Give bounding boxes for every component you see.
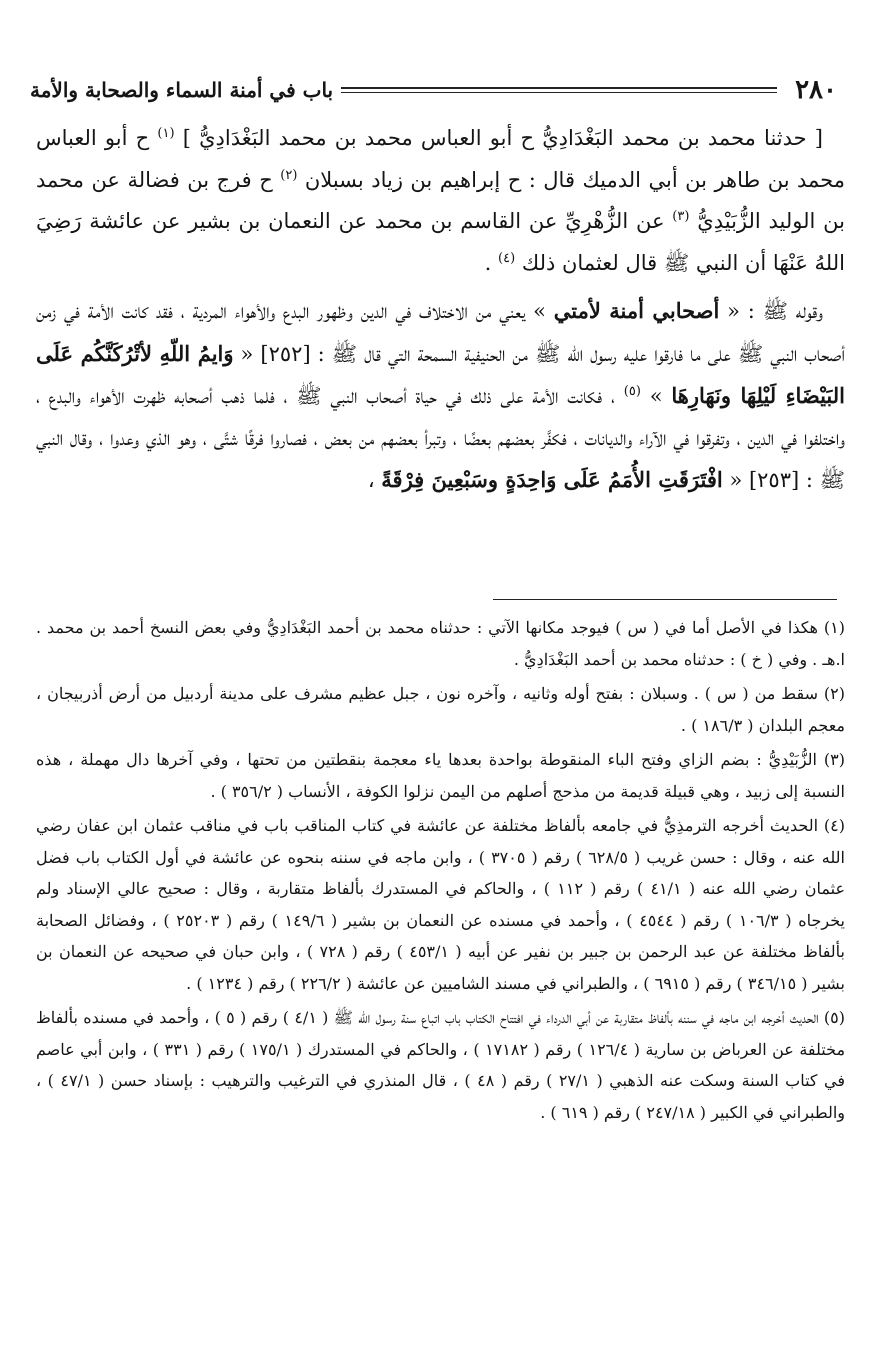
footnote-divider (493, 599, 837, 600)
footnote-3: (٣) الزُّبَيْدِيُّ : بضم الزاي وفتح الباء المنقوطة بواحدة بعدها ياء معجمة بنقطتين من تحتها ، وفي آخرها دال مهملة ، هذه النسبة إلى زبيد ، وهي قبيلة قديمة من مذحج أصلهم من اليمن نزلوا الكوفة ، الأنساب ( ٣٥٦/٢ ) . (36, 750, 845, 801)
page-header (30, 66, 837, 114)
commentary-text-e: » (649, 384, 663, 408)
chain-end: . (484, 250, 492, 275)
commentary-text-h: ، (367, 468, 375, 492)
hadith-quote-2: وَايمُ اللّهِ لأتْرُكَنَّكُم عَلَى البَيْضَاءِ لَيْلِهَا ونَهَارِهَا (36, 340, 846, 408)
footnote-1: (١) هكذا في الأصل أما في ( س ) فيوجد مكانها الآتي : حدثناه محمد بن أحمد البَغْدَادِيُّ وفي بعض النسخ أحمد بن محمد . ا.هـ . وفي ( خ ) : حدثناه محمد بن أحمد البَغْدَادِيُّ . (36, 618, 845, 669)
footnote-ref-1: (١) (157, 126, 175, 141)
chain-text-3: ح فرج بن فضالة عن محمد بن الوليد الزُّبَيْدِيُّ (36, 167, 846, 233)
commentary-text-a: وقوله ﷺ : « (727, 299, 823, 323)
footnote-5: (٥) الحديث أخرجه ابن ماجه في سننه بألفاظ متقاربة عن أبي الدرداء في افتتاح الكتاب باب اتباع سنة رسول الله ﷺ ( ٤/١ ) رقم ( ٥ ) ، وأحمد في مسنده بألفاظ مختلفة عن العرباض بن سارية ( ١٢٦/٤ ) رقم ( ١٧١٨٢ ) ، والحاكم في المستدرك ( ١٧٥/١ ) رقم ( ٣٣١ ) ، وابن أبي عاصم في كتاب السنة وسكت عنه الذهبي ( ٢٧/١ ) رقم ( ٤٨ ) ، قال المنذري في الترغيب والترهيب : بإسناد حسن ( ٤٧/١ ) ، والطبراني في الكبير ( ٢٤٧/١٨ ) رقم ( ٦١٩ ) . (36, 1008, 846, 1122)
page-number: ٢٨٠ (795, 75, 837, 105)
footnote-4: (٤) الحديث أخرجه الترمذِيُّ في جامعه بألفاظ مختلفة عن عائشة في كتاب المناقب باب في مناقب عثمان ابن عفان رضي الله عنه ، وقال : حسن غريب ( ٦٢٨/٥ ) رقم ( ٣٧٠٥ ) ، وابن ماجه في سننه بنحوه عن عائشة في أول الكتاب باب فضل عثمان رضي الله عنه ( ٤١/١ ) رقم ( ١١٢ ) ، والحاكم في المستدرك بألفاظ متقاربة ، وقال : صحيح عالي الإسناد ولم يخرجاه ( ١٠٦/٣ ) رقم ( ٤٥٤٤ ) ، وأحمد في مسنده عن النعمان بن بشير ( ١٤٩/٦ ) رقم ( ٢٥٢٠٣ ) ، وفضائل الصحابة بألفاظ مختلفة عن عبد الرحمن بن جبير بن نفير عن أبيه ( ٤٥٣/١ ) رقم ( ٧٢٨ ) ، وابن حبان في صحيحه عن النعمان بن بشير ( ٣٤٦/١٥ ) رقم ( ٦٩١٥ ) ، والطبراني في مسند الشاميين عن عائشة ( ٢٢٦/٢ ) رقم ( ١٢٣٤ ) . (36, 816, 846, 993)
commentary-text-c: » يعني من الاختلاف في الدين وظهور البدع والأهواء المردية ، فقد كانت الأمة في زمن أصحاب النبي ﷺ على ما فارقوا عليه رسول الله ﷺ من الحنيفية السمحة التي قال ﷺ : [٢٥٢] « (36, 299, 845, 366)
main-text (36, 118, 845, 502)
footnote-ref-3: (٣) (672, 209, 690, 224)
footnote-ref-4: (٤) (498, 250, 516, 266)
header-rule (341, 87, 777, 93)
footnote-ref-5: (٥) (623, 384, 641, 399)
chain-text-1: [ حدثنا محمد بن محمد البَغْدَادِيُّ ح أبو العباس محمد بن محمد البَغْدَادِيُّ ] (182, 126, 823, 150)
commentary-paragraph (36, 290, 845, 502)
footnote-2: (٢) سقط من ( س ) . وسبلان : بفتح أوله وثانيه ، وآخره نون ، جبل عظيم مشرف على مدينة أردبيل من أرض أذربيجان ، معجم البلدان ( ١٨٦/٣ ) . (36, 684, 845, 735)
hadith-quote-3: افْتَرَقَتِ الأُمَمُ عَلَى وَاحِدَةٍ وسَبْعِينَ فِرْقَةً (381, 467, 723, 492)
chapter-title: باب في أمنة السماء والصحابة والأمة (30, 78, 334, 102)
hadith-chain-paragraph (36, 118, 845, 284)
commentary-text-f: ، فكانت الأمة على ذلك في حياة أصحاب النبي ﷺ ، فلما ذهب أصحابه ظهرت الأهواء والبدع ، واختلفوا في الدين ، وتفرقوا في الآراء والديانات ، فكفَّر بعضهم بعضًا ، وتبرأ بعضهم من بعض ، فصاروا فرقًا شتَّى ، وهو الذي وعدوا ، وقال النبي ﷺ : [٢٥٣] « (36, 384, 845, 492)
hadith-quote-1: أصحابي أمنة لأمتي (553, 298, 720, 323)
chain-text-4: عن الزُّهْرِيِّ عن القاسم بن محمد عن النعمان بن بشير عن عائشة رَضِيَ اللهُ عَنْهَا أن النبي ﷺ قال لعثمان ذلك (36, 209, 845, 275)
footnote-ref-2: (٢) (280, 167, 298, 183)
chain-text-2: ح أبو العباس محمد بن طاهر بن أبي الدميك قال : ح إبراهيم بن زياد بسبلان (36, 126, 845, 192)
footnotes (36, 612, 845, 1128)
